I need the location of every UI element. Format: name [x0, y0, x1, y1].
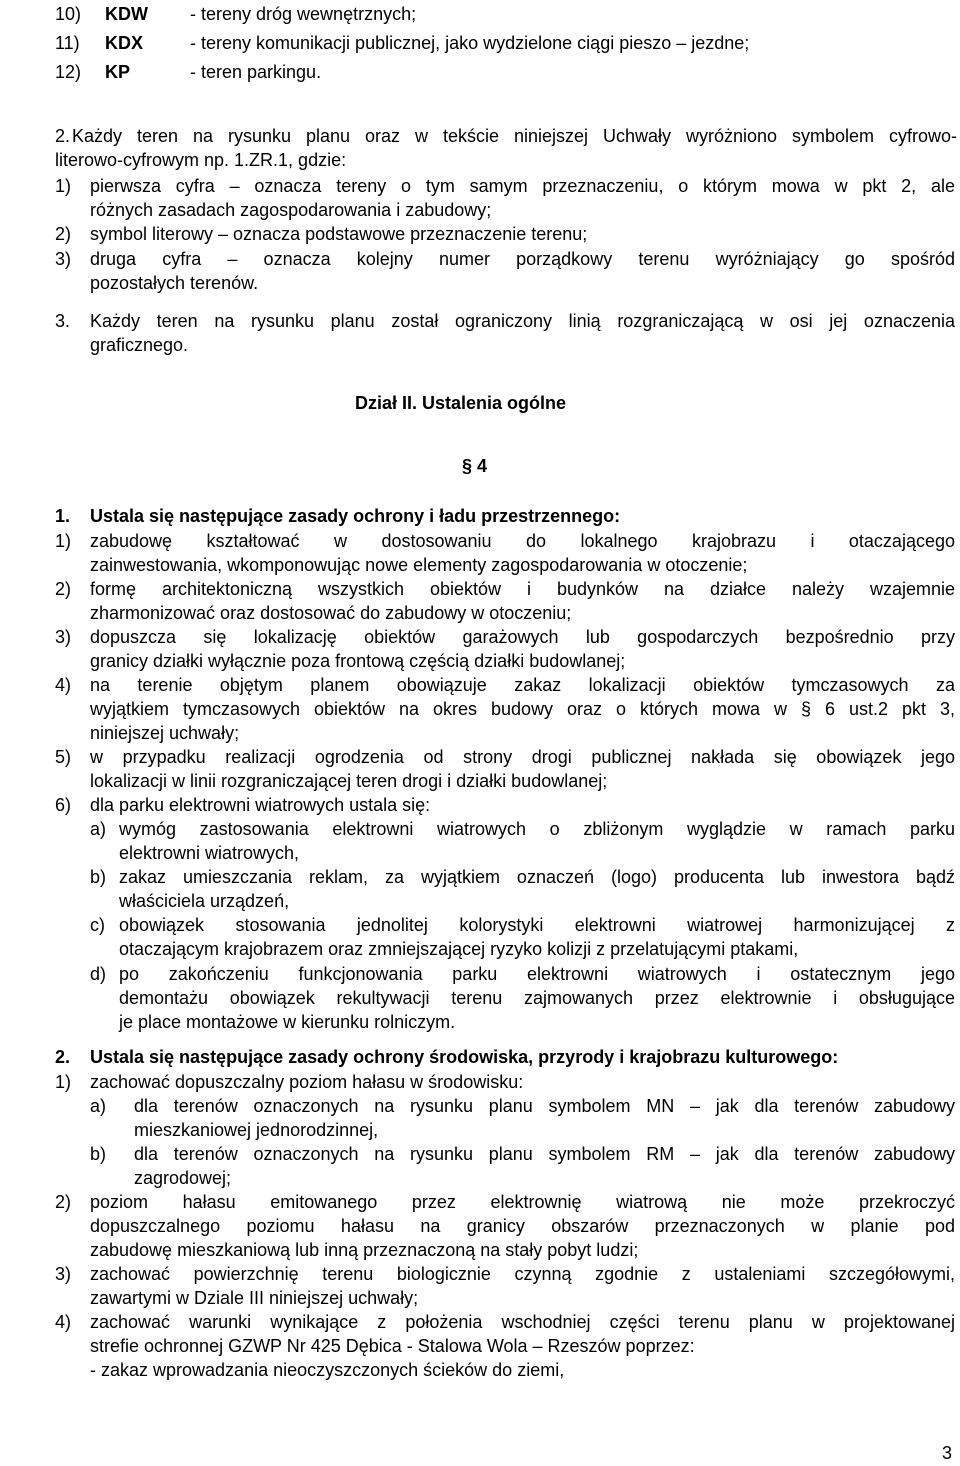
list-text: zabudowę kształtować w dostosowaniu do lokalnego krajobrazu i otaczającego: [90, 531, 955, 551]
sublist-text: otaczającym krajobrazem oraz zmniejszającej ryzyko kolizji z przelatującymi ptakami,: [119, 939, 799, 959]
list-text: wyjątkiem tymczasowych obiektów na okres budowy oraz o których mowa w § 6 ust.2 pkt 3,: [90, 699, 955, 719]
zone-description: - teren parkingu.: [190, 62, 322, 82]
list-text: zawartymi w Dziale III niniejszej uchwały;: [90, 1288, 419, 1308]
list-text: dopuszczalnego poziomu hałasu na granicy obszarów przeznaczonych w planie pod: [90, 1216, 955, 1236]
sublist-text: je place montażowe w kierunku rolniczym.: [119, 1012, 456, 1032]
list-number: 3): [55, 1264, 72, 1284]
page-number: 3: [942, 1443, 953, 1463]
list-number: 3): [55, 249, 72, 269]
list-number: 4): [55, 675, 72, 695]
list-text: niniejszej uchwały;: [90, 723, 240, 743]
list-number: 1): [55, 176, 72, 196]
list-text: różnych zasadach zagospodarowania i zabudowy;: [90, 200, 492, 220]
paragraph-mark: § 4: [462, 456, 488, 476]
sublist-letter: a): [90, 1096, 107, 1116]
list-number: 5): [55, 747, 72, 767]
sublist-text: po zakończeniu funkcjonowania parku elektrowni wiatrowych i ostatecznym jego: [119, 964, 955, 984]
sublist-text: wymóg zastosowania elektrowni wiatrowych o zbliżonym wyglądzie w ramach parku: [119, 819, 955, 839]
list-number: 12): [55, 62, 82, 82]
list-number: 10): [55, 4, 82, 24]
list-text: symbol literowy – oznacza podstawowe przeznaczenie terenu;: [90, 224, 588, 244]
list-number: 6): [55, 795, 72, 815]
sublist-text: dla terenów oznaczonych na rysunku planu symbolem MN – jak dla terenów zabudowy: [134, 1096, 955, 1116]
sublist-letter: b): [90, 867, 107, 887]
list-text: pierwsza cyfra – oznacza tereny o tym samym przeznaczeniu, o którym mowa w pkt 2, ale: [90, 176, 955, 196]
paragraph-text: graficznego.: [90, 335, 189, 355]
sublist-text: właściciela urządzeń,: [119, 891, 290, 911]
zone-code: KDX: [105, 33, 144, 53]
list-number: 1): [55, 1072, 72, 1092]
list-text: lokalizacji w linii rozgraniczającej teren drogi i działki budowlanej;: [90, 771, 608, 791]
zone-code: KDW: [105, 4, 148, 24]
sublist-text: demontażu obowiązek rekultywacji terenu zajmowanych przez elektrownie i obsługujące: [119, 988, 955, 1008]
list-text: dla parku elektrowni wiatrowych ustala się:: [90, 795, 431, 815]
zone-description: - tereny dróg wewnętrznych;: [190, 4, 417, 24]
list-text: granicy działki wyłącznie poza frontową częścią działki budowlanej;: [90, 651, 626, 671]
section-number: 1.: [55, 506, 71, 526]
list-number: 1): [55, 531, 72, 551]
zone-description: - tereny komunikacji publicznej, jako wydzielone ciągi pieszo – jezdne;: [190, 33, 750, 53]
list-text: zabudowę mieszkaniową lub inną przeznaczoną na stały pobyt ludzi;: [90, 1240, 639, 1260]
paragraph-text: Każdy teren na rysunku planu został ograniczony linią rozgraniczającą w osi jej oznaczenia: [90, 311, 955, 331]
list-text: zharmonizować oraz dostosować do zabudowy w otoczeniu;: [90, 603, 572, 623]
sublist-text: zakaz umieszczania reklam, za wyjątkiem oznaczeń (logo) producenta lub inwestora bądź: [119, 867, 955, 887]
list-text: zachować warunki wynikające z położenia wschodniej części terenu planu w projektowanej: [90, 1312, 955, 1332]
list-text: zachować powierzchnię terenu biologicznie czynną zgodnie z ustaleniami szczegółowymi,: [90, 1264, 955, 1284]
sublist-text: obowiązek stosowania jednolitej kolorystyki elektrowni wiatrowej harmonizującej z: [119, 915, 955, 935]
list-text: zainwestowania, wkomponowując nowe elementy zagospodarowania w otoczenie;: [90, 555, 748, 575]
sublist-text: mieszkaniowej jednorodzinnej,: [134, 1120, 379, 1140]
list-text: na terenie objętym planem obowiązuje zakaz lokalizacji obiektów tymczasowych za: [90, 675, 955, 695]
sublist-text: dla terenów oznaczonych na rysunku planu symbolem RM – jak dla terenów zabudowy: [134, 1144, 955, 1164]
list-number: 2): [55, 579, 72, 599]
list-number: 3): [55, 627, 72, 647]
list-text: druga cyfra – oznacza kolejny numer porządkowy terenu wyróżniający go spośród: [90, 249, 955, 269]
section-number: 2.: [55, 1047, 71, 1067]
list-text: poziom hałasu emitowanego przez elektrownię wiatrową nie może przekroczyć: [90, 1192, 955, 1212]
zone-code: KP: [105, 62, 131, 82]
list-text: dopuszcza się lokalizację obiektów garażowych lub gospodarczych bezpośrednio przy: [90, 627, 955, 647]
section-heading: Ustala się następujące zasady ochrony środowiska, przyrody i krajobrazu kulturowego:: [90, 1047, 839, 1067]
list-text: w przypadku realizacji ogrodzenia od strony drogi publicznej nakłada się obowiązek jego: [90, 747, 955, 767]
list-number: 11): [55, 33, 80, 53]
sublist-letter: c): [90, 915, 105, 935]
sublist-letter: a): [90, 819, 107, 839]
list-text: zachować dopuszczalny poziom hałasu w środowisku:: [90, 1072, 524, 1092]
sublist-letter: d): [90, 964, 107, 984]
paragraph-text: Każdy teren na rysunku planu oraz w tekście niniejszej Uchwały wyróżniono symbolem cyfrowo-: [72, 126, 957, 146]
paragraph-number: 2.: [55, 126, 71, 146]
list-text: strefie ochronnej GZWP Nr 425 Dębica - Stalowa Wola – Rzeszów poprzez:: [90, 1336, 695, 1356]
sublist-text: zagrodowej;: [134, 1168, 232, 1188]
sublist-letter: b): [90, 1144, 107, 1164]
list-text: formę architektoniczną wszystkich obiektów i budynków na działce należy wzajemnie: [90, 579, 955, 599]
section-heading: Ustala się następujące zasady ochrony i ładu przestrzennego:: [90, 506, 621, 526]
list-number: 2): [55, 224, 72, 244]
section-title: Dział II. Ustalenia ogólne: [355, 393, 567, 413]
list-number: 4): [55, 1312, 72, 1332]
sublist-text: elektrowni wiatrowych,: [119, 843, 300, 863]
list-text: pozostałych terenów.: [90, 273, 259, 293]
paragraph-text: literowo-cyfrowym np. 1.ZR.1, gdzie:: [55, 150, 347, 170]
paragraph-number: 3.: [55, 311, 71, 331]
list-text: - zakaz wprowadzania nieoczyszczonych ścieków do ziemi,: [90, 1360, 565, 1380]
list-number: 2): [55, 1192, 72, 1212]
